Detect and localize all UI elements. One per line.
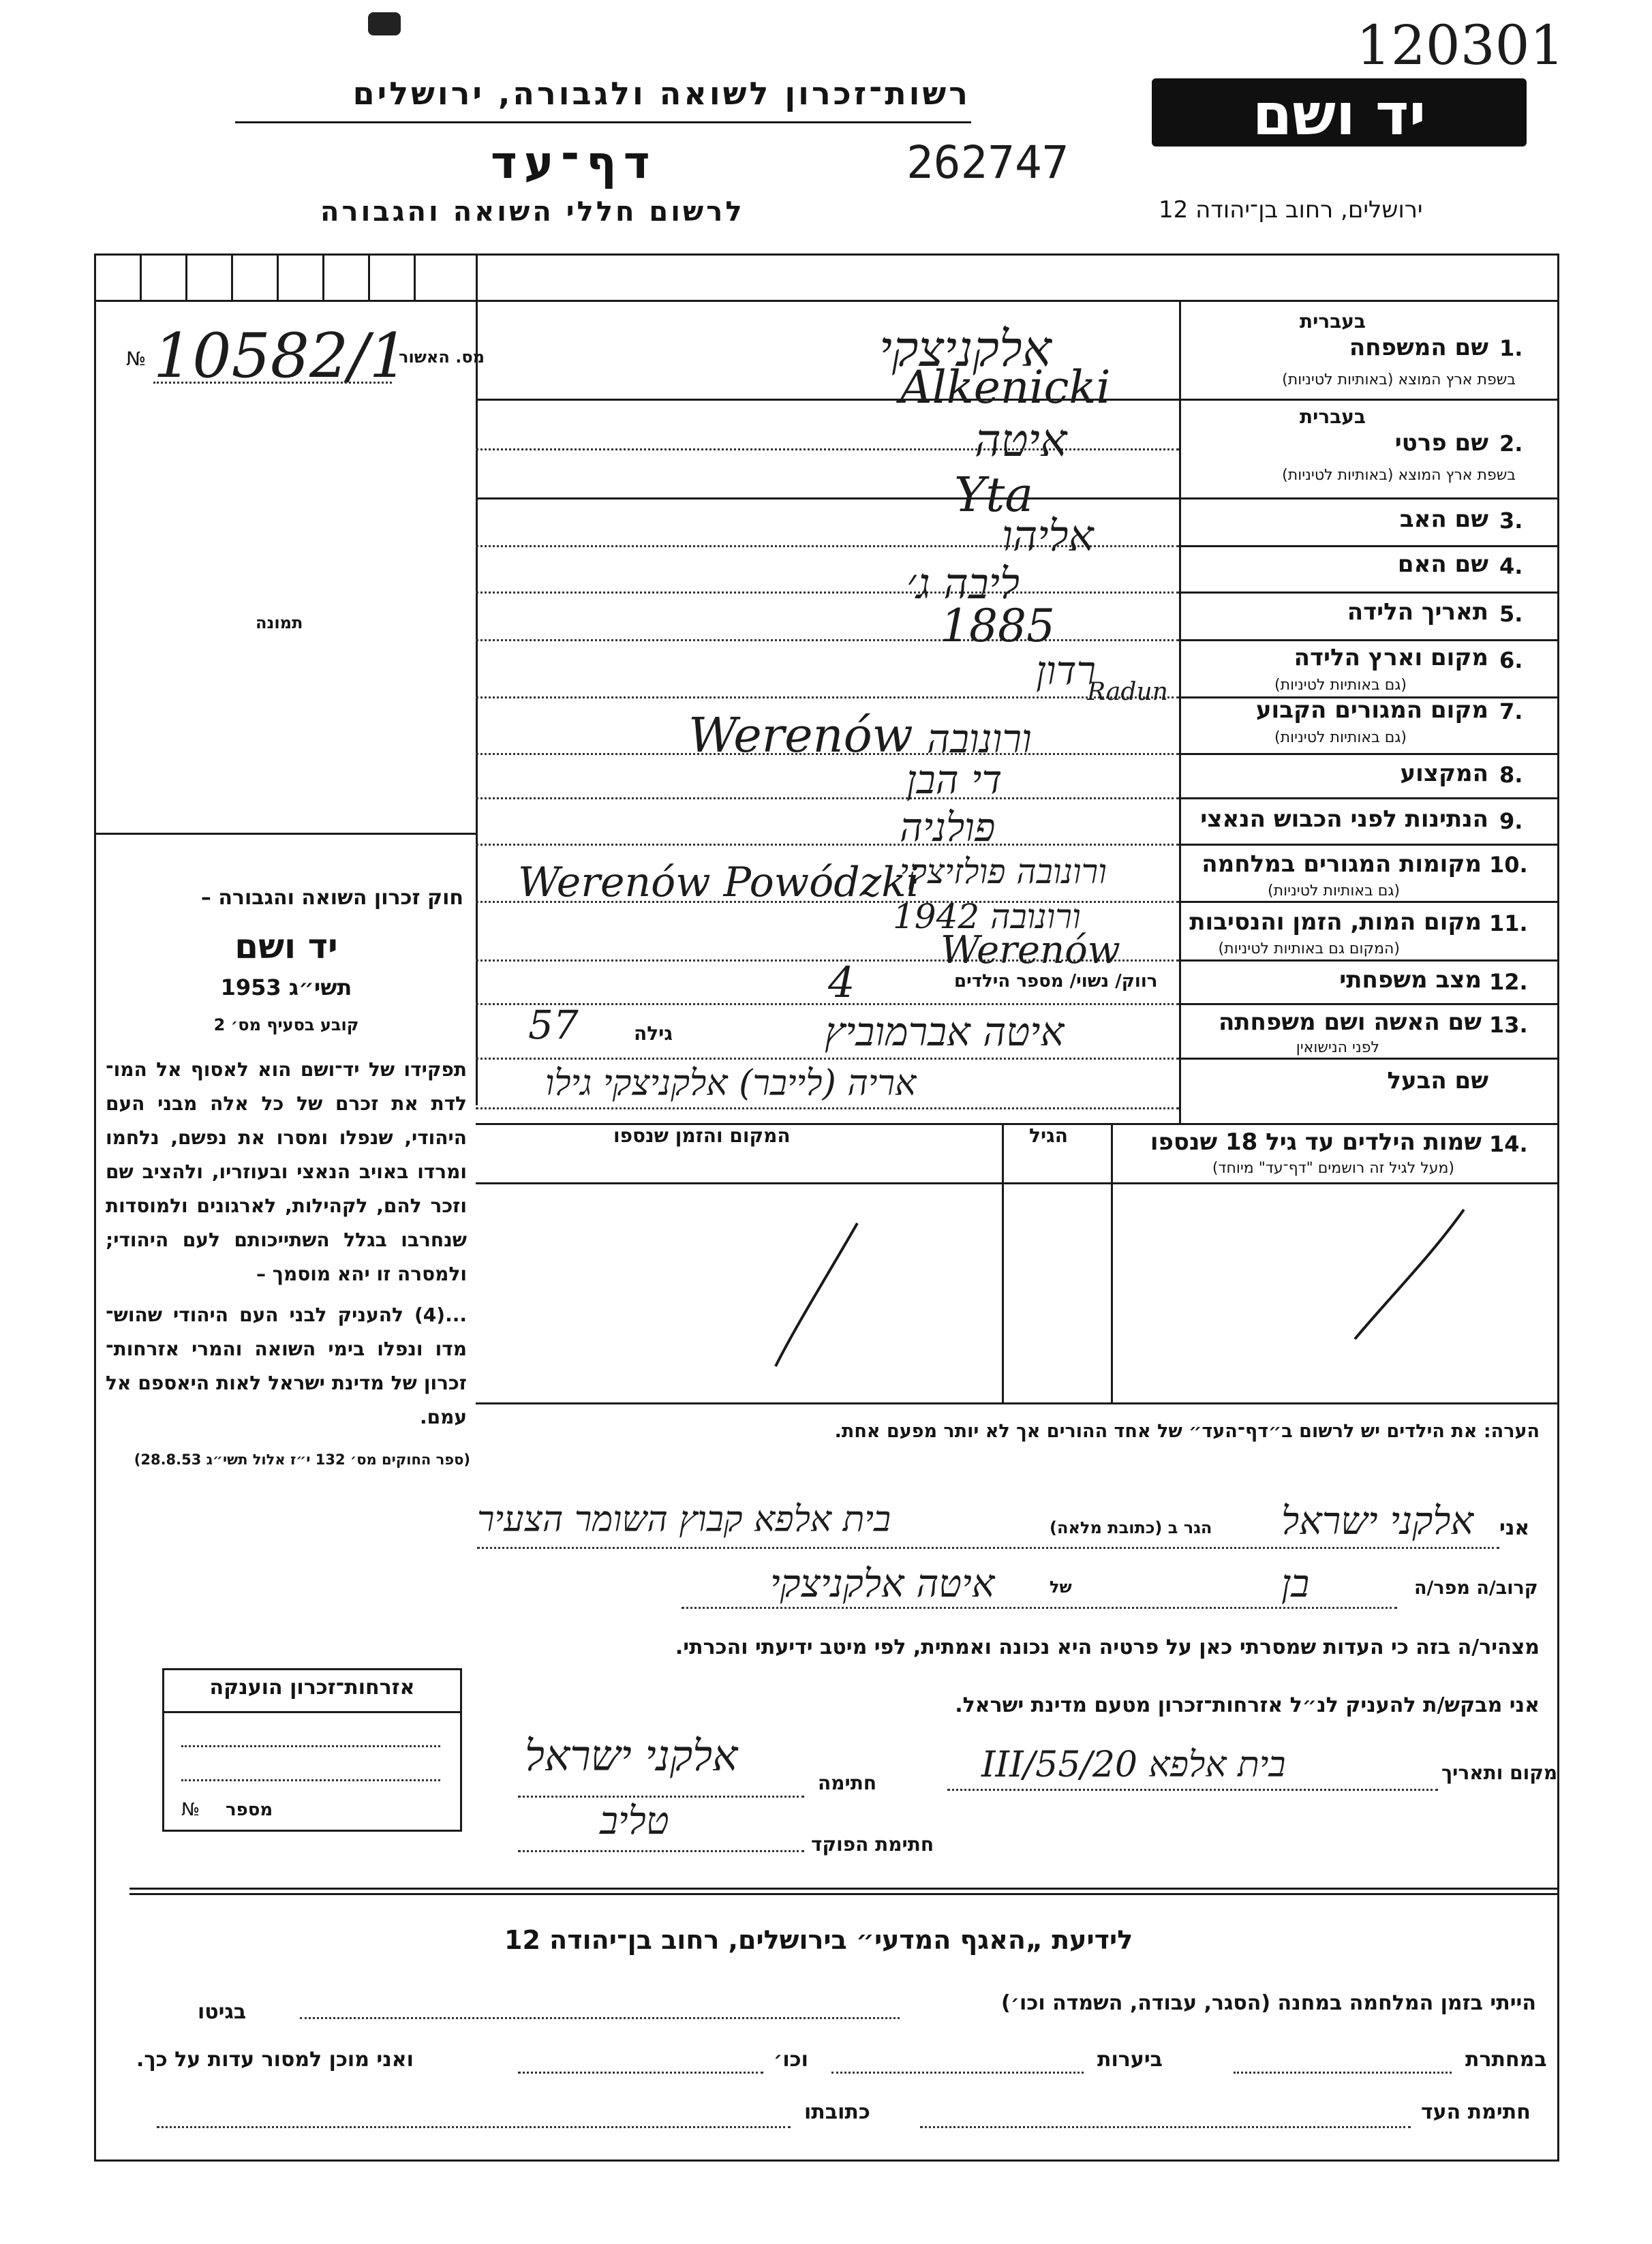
decl-statement: מצהיר/ה בזה כי העדות שמסרתי כאן על פרטיה היא נכונה ואמתית, לפי מיטב ידיעתי והכרתי. [675, 1635, 1540, 1659]
children-col-names-sub: (מעל לגיל זה רושמים "דף־עד" מיוחד) [1212, 1160, 1454, 1177]
value-dots [476, 696, 1179, 698]
field-rule [1179, 753, 1559, 755]
approval-label: מס. האשור [399, 348, 485, 367]
decl-relative-label: קרוב/ה מפר/ה [1414, 1578, 1538, 1599]
birthplace-latin: Radun [1087, 678, 1168, 706]
field-11-label: מקום המות, הזמן והנסיבות [1189, 908, 1482, 936]
law-text-1: תפקידו של יד־ושם הוא לאסוף אל המו־ לדת את זכרם של כל אלה מבני העם היהודי, שנפלו ומסרו את נפשם, נלחמו ומרדו באויב הנאצי ובעוזריו, ולהציב שם וזכר להם, לקהילות, לארגונים ולמוסדות שנחרבו בגלל השתייכותם לעם היהודי; ולמסרה זו יהא מוסמך – [106, 1058, 467, 1285]
footer-address-label: כתובתו [804, 2100, 870, 2124]
value-dots [476, 1003, 1179, 1005]
father-name: אליהו [1002, 511, 1094, 561]
field-1-sub: בשפת ארץ המוצא (באותיות לטיניות) [1282, 371, 1516, 388]
strike-mark-left [776, 1223, 857, 1366]
field-rule [1179, 639, 1559, 641]
footer-ghetto-label: בגיטו [198, 2000, 247, 2024]
form-title: דף־עד [491, 136, 657, 189]
decl-officer-label: חתימת הפוקד [811, 1833, 934, 1856]
law-name: יד ושם [234, 927, 338, 966]
field-rule [1179, 591, 1559, 594]
decl-dots [477, 1547, 1499, 1549]
decl-dots [947, 1789, 1438, 1791]
law-ref: (ספר החוקים מס׳ 132 י״ז אלול תשי״ג 28.8.53) [134, 1451, 470, 1468]
institution-underline [235, 121, 971, 123]
strip-divider [277, 253, 279, 300]
footer-witness-signature-label: חתימת העד [1421, 2100, 1531, 2124]
footer-dots [1234, 2072, 1452, 2074]
citizenship-number-sign: № [181, 1800, 200, 1820]
law-section: קובע בסעיף מס׳ 2 [213, 1015, 359, 1034]
footer-dots [300, 2017, 900, 2019]
field-7-label: מקום המגורים הקבוע [1255, 696, 1488, 724]
residence-latin: Werenów [688, 707, 913, 763]
yad-vashem-logo [1152, 78, 1527, 147]
field-10-label: מקומות המגורים במלחמה [1202, 850, 1482, 878]
value-dots [476, 797, 1179, 799]
approval-value: 10582/1 [153, 320, 408, 392]
address: ירושלים, רחוב בן־יהודה 12 [1159, 196, 1423, 224]
field-6-num: 6. [1499, 647, 1523, 673]
institution-name: רשות־זכרון לשואה ולגבורה, ירושלים [352, 75, 970, 112]
wife-maiden-name: איטה אברמוביץ [825, 1009, 1065, 1055]
citizenship-box [162, 1668, 462, 1832]
archive-number: 120301 [1356, 14, 1565, 77]
field-8-label: המקצוע [1400, 760, 1488, 787]
field-2-label: שם פרטי [1394, 429, 1488, 457]
decl-resident-value: בית אלפא קבוץ השומר הצעיר [477, 1499, 891, 1540]
decl-dots [518, 1850, 804, 1852]
strip-divider [231, 253, 233, 300]
field-rule [1179, 399, 1559, 401]
decl-place-date-value: בית אלפא 20/III/55 [981, 1745, 1286, 1785]
value-dots [476, 448, 1179, 450]
children-col-names: שמות הילדים עד גיל 18 שנספו [1150, 1128, 1482, 1156]
field-13-sub: לפני הנישואין [1296, 1039, 1379, 1056]
field-1-label: שם המשפחה [1349, 334, 1488, 361]
field-13-label: שם האשה ושם משפחתה [1218, 1009, 1482, 1036]
value-dots [476, 1058, 1179, 1060]
law-text-2: ...(4) להעניק לבני העם היהודי שהוש־ מדו ונפלו בימי השואה והמרי אזרחות־ זכרון של מדינת ישראל לאות היאספם אל עמם. [106, 1304, 467, 1428]
footer-testify-label: ואני מוכן למסור עדות על כך. [136, 2048, 414, 2072]
surname-hebrew: אלקניצקי [879, 320, 1052, 378]
wife-age-label: גילה [634, 1022, 673, 1045]
field-12-num: 12. [1489, 969, 1528, 995]
field-12-label: מצב משפחתי [1339, 966, 1482, 994]
footer-rule [129, 1893, 1559, 1895]
field-5-label: תאריך הלידה [1347, 598, 1488, 626]
approval-number-sign: № [126, 348, 147, 370]
value-dots [476, 844, 1179, 846]
field-13-num: 13. [1489, 1012, 1528, 1038]
citizenship-box-title: אזרחות־זכרון הוענקה [209, 1676, 415, 1700]
surname-latin: Alkenicki [900, 361, 1111, 414]
decl-signature-value: אלקני ישראל [525, 1731, 738, 1781]
footer-camp-label: הייתי בזמן המלחמה במחנה (הסגר, עבודה, השמדה וכו׳) [1001, 1991, 1536, 2015]
strip-divider [322, 253, 324, 300]
field-11-sub: (המקום גם באותיות לטיניות) [1218, 940, 1400, 957]
field-3-label: שם האב [1399, 506, 1488, 533]
death-place: ורונובה 1942 [893, 897, 1081, 936]
husband-name: אריה (לייבר) אלקניצקי גילו [545, 1063, 917, 1104]
photo-label: תמונה [256, 613, 303, 632]
top-strip-line [94, 300, 476, 302]
children-col-place: המקום והזמן שנספו [613, 1124, 791, 1147]
field-rule [1179, 1058, 1559, 1060]
footer-etc-label: וכו׳ [774, 2048, 808, 2072]
field-9-num: 9. [1499, 808, 1523, 834]
children-count: 4 [828, 957, 855, 1007]
field-6-label: מקום וארץ הלידה [1294, 644, 1488, 671]
decl-dots [518, 1796, 804, 1798]
first-name-hebrew: איטה [975, 414, 1067, 467]
citizenship-number-label: מספר [226, 1800, 273, 1820]
decl-place-date-label: מקום ותאריך [1441, 1762, 1558, 1784]
decl-request: אני מבקש/ת להעניק לנ״ל אזרחות־זכרון מטעם מדינת ישראל. [955, 1693, 1540, 1717]
strip-divider [185, 253, 187, 300]
field-rule [1179, 959, 1559, 962]
decl-relative-value: בן [1281, 1562, 1310, 1606]
approval-dots [153, 382, 392, 384]
field-6-sub: (גם באותיות לטיניות) [1274, 677, 1407, 694]
children-num: 14. [1489, 1131, 1528, 1157]
field-2-lang: בעברית [1299, 405, 1366, 428]
field-8-num: 8. [1499, 762, 1523, 788]
decl-i-value: אלקני ישראל [1281, 1499, 1474, 1543]
citizenship-dots [181, 1779, 440, 1781]
strip-divider [414, 253, 416, 300]
footer-dots [831, 2072, 1084, 2074]
children-col-age: הגיל [1029, 1124, 1068, 1147]
citizenship-box-rule [164, 1711, 460, 1713]
field-1-num: 1. [1499, 335, 1523, 361]
footer-dots [920, 2126, 1411, 2128]
decl-officer-value: טליב [600, 1799, 669, 1843]
field-rule [1179, 844, 1559, 846]
value-dots [476, 591, 1179, 594]
field-10-sub: (גם באותיות לטיניות) [1268, 882, 1400, 900]
footer-dots [157, 2126, 791, 2128]
label-column-divider [1179, 300, 1181, 1124]
left-panel-divider [476, 253, 478, 1105]
decl-resident-label: הגר ב (כתובת מלאה) [1050, 1518, 1212, 1537]
field-7-sub: (גם באותיות לטיניות) [1274, 729, 1407, 746]
value-dots [476, 639, 1179, 641]
field-10-num: 10. [1489, 852, 1528, 878]
wife-age: 57 [528, 1002, 579, 1048]
field-3-num: 3. [1499, 508, 1523, 534]
value-dots [476, 1107, 1179, 1109]
law-title: חוק זכרון השואה והגבורה – [200, 886, 463, 910]
marital-status-options: רווק/ נשוי/ מספר הילדים [954, 971, 1158, 992]
strip-divider [140, 253, 142, 300]
field-11-num: 11. [1489, 910, 1528, 936]
form-number: 262747 [906, 136, 1069, 189]
field-5-num: 5. [1499, 601, 1523, 627]
field-2-num: 2. [1499, 431, 1523, 457]
decl-i-label: אני [1499, 1516, 1530, 1540]
form-subtitle: לרשום חללי השואה והגבורה [320, 196, 745, 228]
field-4-num: 4. [1499, 553, 1523, 579]
top-rule [476, 300, 1559, 302]
footer-dots [518, 2072, 763, 2074]
decl-dots [682, 1607, 1397, 1609]
footer-rule [129, 1888, 1559, 1890]
field-rule [1179, 497, 1559, 499]
children-table-bottom [476, 1402, 1559, 1404]
residence: ורונובה [927, 716, 1032, 762]
field-7-num: 7. [1499, 698, 1523, 724]
left-panel-rule [94, 833, 476, 835]
field-1-lang: בעברית [1299, 310, 1366, 333]
ink-mark [368, 12, 401, 35]
footer-forests-label: ביערות [1097, 2048, 1163, 2072]
children-note: הערה: את הילדים יש לרשום ב״דף־העד״ של אחד ההורים אך לא יותר מפעם אחת. [834, 1421, 1540, 1442]
field-rule [1179, 901, 1559, 903]
wartime-residence-latin: Werenów Powódzki [518, 859, 919, 906]
wartime-residence: ורונובה פולזיצקי [900, 852, 1107, 891]
law-year: תשי״ג 1953 [220, 974, 352, 1000]
field-4-label: שם האם [1397, 551, 1488, 578]
logo-text: יד ושם [1252, 81, 1426, 148]
field-2-sub: בשפת ארץ המוצא (באותיות לטיניות) [1282, 467, 1516, 484]
decl-of-label: של [1050, 1578, 1072, 1597]
footer-title: לידיעת „האגף המדעי״ בירושלים, רחוב בן־יהודה 12 [504, 1925, 1133, 1955]
strike-mark-right [1355, 1210, 1464, 1339]
profession: די הבן [906, 756, 1003, 803]
value-rule [476, 497, 1179, 499]
footer-underground-label: במחתרת [1465, 2048, 1547, 2072]
field-rule [1179, 545, 1559, 547]
birth-date: 1885 [940, 600, 1055, 652]
nationality: פולניה [900, 804, 996, 850]
death-place-latin: Werenów [940, 928, 1120, 972]
field-rule [1179, 797, 1559, 799]
decl-of-value: איטה אלקניצקי [770, 1562, 995, 1606]
strip-divider [368, 253, 370, 300]
field-rule [1179, 1003, 1559, 1005]
husband-label: שם הבעל [1387, 1067, 1488, 1094]
field-9-label: הנתינות לפני הכבוש הנאצי [1200, 805, 1488, 833]
strike-through-marks [476, 1182, 1559, 1402]
first-name-latin: Yta [954, 467, 1034, 523]
citizenship-dots [181, 1745, 440, 1747]
decl-signature-label: חתימה [818, 1772, 877, 1794]
birthplace: רדון [1036, 647, 1097, 694]
mother-name: ליבה ג׳ [906, 559, 1020, 609]
